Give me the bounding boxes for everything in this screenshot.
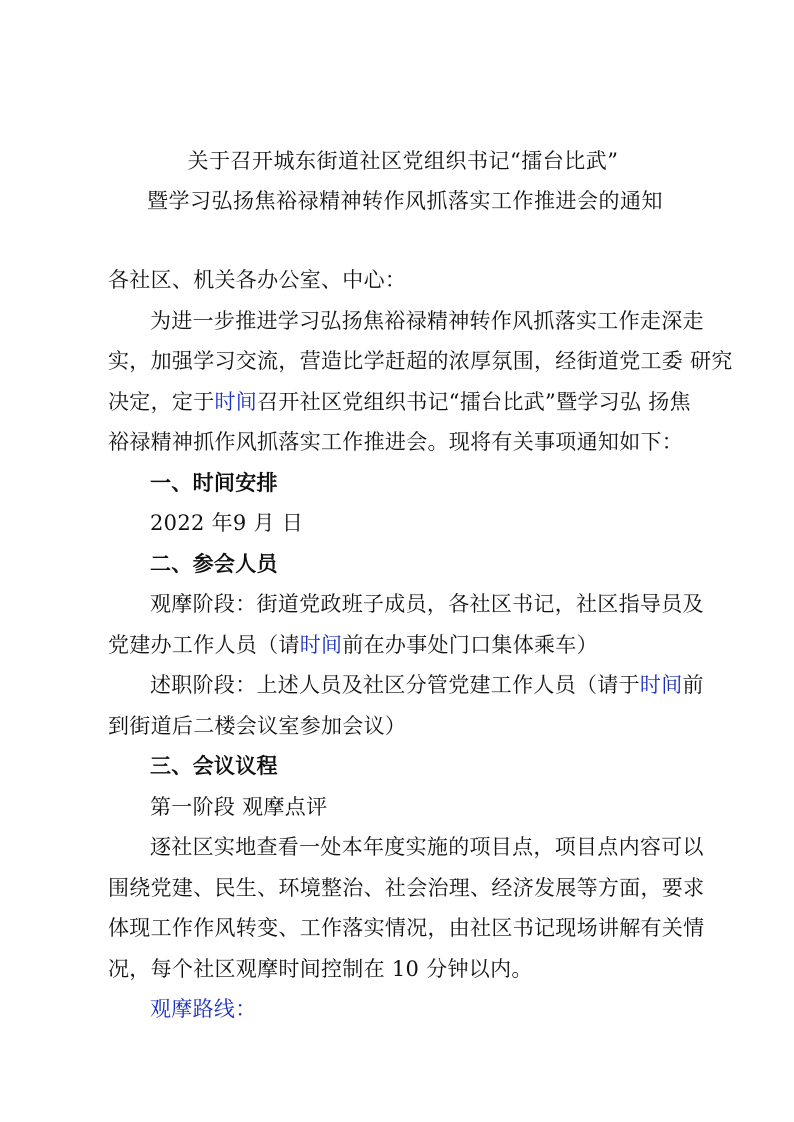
observe-route-label: 观摩路线：	[150, 997, 257, 1021]
agenda-stage-1: 第一阶段 观摩点评	[150, 794, 328, 819]
document-title-line-2: 暨学习弘扬焦裕禄精神转作风抓落实工作推进会的通知	[147, 189, 663, 213]
intro-line-1: 为进一步推进学习弘扬焦裕禄精神转作风抓落实工作走深走	[150, 308, 704, 333]
section-heading-time: 一、时间安排	[150, 469, 278, 495]
intro-line-3-end: 召开社区党组织书记“擂台比武”暨学习弘 扬焦	[257, 389, 691, 414]
observe-stage-line-2	[108, 625, 718, 666]
agenda-body-line-4: 况，每个社区观摩时间控制在 10 分钟以内。	[108, 956, 533, 981]
observe-stage-line-2-start: 党建办工作人员（请	[108, 632, 300, 657]
report-stage-line-1	[108, 665, 718, 706]
report-stage-line-1-end: 前	[682, 673, 704, 697]
report-stage-line-1-start: 述职阶段：上述人员及社区分管党建工作人员（请于	[150, 673, 640, 697]
section-heading-attendees: 二、参会人员	[150, 550, 278, 576]
section-heading-agenda: 三、会议议程	[150, 753, 278, 778]
time-placeholder: 时间	[214, 389, 258, 414]
time-placeholder: 时间	[299, 632, 343, 657]
observe-stage-line-2-end: 前在办事处门口集体乘车）	[342, 632, 598, 657]
agenda-body-line-1: 逐社区实地查看一处本年度实施的项目点，项目点内容可以	[150, 835, 704, 859]
agenda-body-line-2: 围绕党建、民生、环境整治、社会治理、经济发展等方面，要求	[108, 875, 705, 900]
document-body	[108, 260, 733, 1030]
intro-line-3	[108, 382, 718, 423]
document-title-line-1: 关于召开城东街道社区党组织书记“擂台比武”	[187, 149, 619, 173]
time-placeholder: 时间	[639, 673, 683, 697]
agenda-body-line-3: 体现工作作风转变、工作落实情况，由社区书记现场讲解有关情	[108, 916, 705, 940]
intro-line-3-start: 决定，定于	[108, 389, 215, 414]
observe-stage-line-1: 观摩阶段：街道党政班子成员，各社区书记，社区指导员及	[150, 592, 704, 616]
addressee: 各社区、机关各办公室、中心：	[108, 268, 407, 292]
meeting-date: 2022 年9 月 日	[150, 511, 304, 535]
intro-line-2: 实，加强学习交流，营造比学赶超的浓厚氛围，经街道党工委 研究	[108, 349, 733, 373]
intro-line-4: 裕禄精神抓作风抓落实工作推进会。现将有关事项通知如下：	[108, 430, 684, 454]
report-stage-line-2: 到街道后二楼会议室参加会议）	[108, 713, 407, 738]
